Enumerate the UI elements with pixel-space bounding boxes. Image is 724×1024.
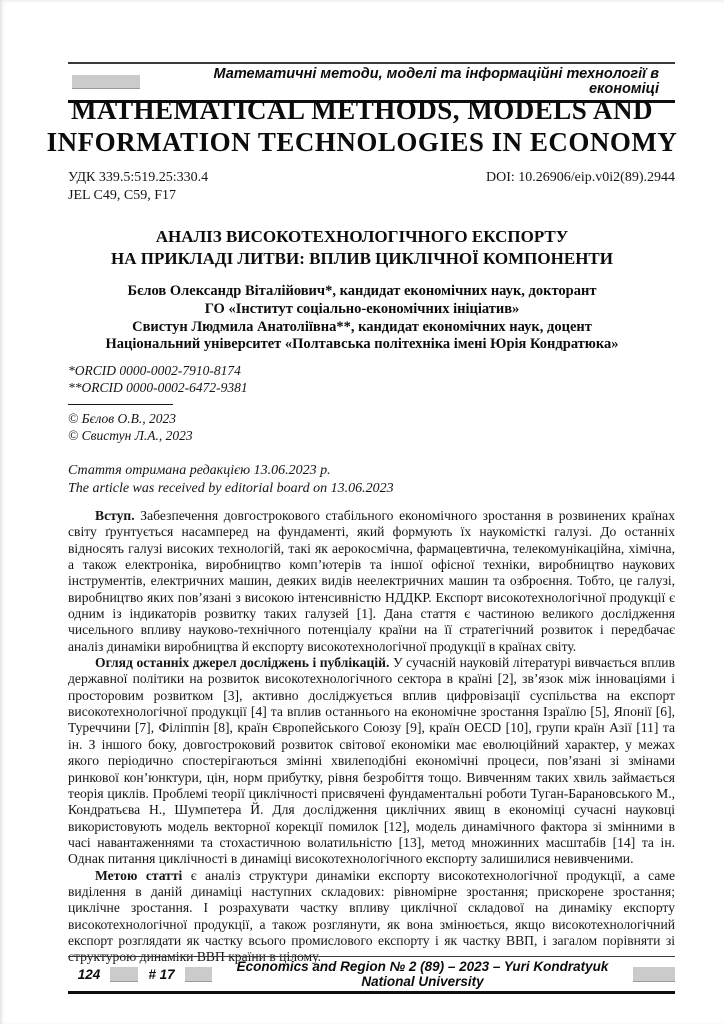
paragraph-lead: Вступ. bbox=[95, 508, 135, 523]
running-head-title: Математичні методи, моделі та інформаційні технології в економіці bbox=[213, 66, 659, 97]
received-line-en: The article was received by editorial board on 13.06.2023 bbox=[68, 480, 394, 496]
article-title-line-1: АНАЛІЗ ВИСОКОТЕХНОЛОГІЧНОГО ЕКСПОРТУ bbox=[155, 227, 569, 246]
author-affiliation: Національний університет «Полтавська політехніка імені Юрія Кондратюка» bbox=[105, 336, 619, 353]
copyright-line: © Бєлов О.В., 2023 bbox=[68, 411, 177, 426]
author-affiliation: ГО «Інститут соціально-економічних ініціатив» bbox=[204, 300, 520, 317]
author-line: Свистун Людмила Анатоліївна**, кандидат економічних наук, доцент bbox=[132, 318, 592, 335]
received-line-uk: Стаття отримана редакцією 13.06.2023 р. bbox=[68, 463, 331, 478]
paragraph-lead: Огляд останніх джерел досліджень і публікацій. bbox=[95, 655, 390, 671]
received-block bbox=[68, 462, 675, 497]
paragraph-introduction bbox=[68, 508, 675, 655]
footer-gray-box bbox=[110, 967, 138, 982]
issue-number: # 17 bbox=[148, 966, 175, 982]
page-number: 124 bbox=[77, 966, 101, 982]
article-title-line-2: НА ПРИКЛАДІ ЛИТВИ: ВПЛИВ ЦИКЛІЧНОЇ КОМПОНЕНТИ bbox=[111, 249, 613, 268]
authors-block bbox=[0, 283, 724, 354]
copyright-block bbox=[68, 410, 675, 444]
author-line: Бєлов Олександр Віталійович*, кандидат економічних наук, докторант bbox=[127, 283, 597, 299]
orcid-block bbox=[68, 362, 675, 396]
section-title-line-1: MATHEMATICAL METHODS, MODELS AND bbox=[70, 95, 654, 125]
footer-gray-box bbox=[185, 967, 212, 982]
article-title bbox=[0, 226, 724, 270]
paragraph-text: У сучасній науковій літературі вивчається вплив державної політики на розвиток високотехнологічного сектора в країні [2], зв’язок між інноваціями і просторовим розвитком [3], активно досліджується вплив цифровізації суспільства на експорт високотехнологічної продукції [4] та вплив останнього на економічне зростання Ізраїлю [5], Японії [6], Туреччини [7], Філіппін [8], країн Європейського Союзу [9], країн OECD [10], групи країн Азії [11] та ін. З іншого боку, довгостроковий розвиток світової економіки має еволюційний характер, у межах якого періодично спостерігаються змінні хвилеподібні економічні процеси, пов’язані зі змінами ринкової кон’юнктури, цін, норм прибутку, рівня безробіття тощо. Вивченням таких хвиль займається теорія циклів. Проблемі теорії циклічності присвячені фундаментальні роботи Туган-Барановського М., Кондратьєва Н., Шумпетера Й. Для дослідження циклічних явищ в економіці сучасні науковці використовують модель векторної корекції помилок [12], модель динамічного фактора зі змінними в часі навантаженнями та стохастичною волатильністю [13], метод множинних масштабів [14] та ін. Однак питання циклічності в динаміці високотехнологічного експорту залишилися невивченими. bbox=[68, 655, 675, 867]
udc-code: УДК 339.5:519.25:330.4 bbox=[68, 170, 209, 185]
journal-title-line: Economics and Region № 2 (89) – 2023 – Yuri Kondratyuk National University bbox=[236, 959, 609, 989]
paragraph-text: є аналіз структури динаміки експорту високотехнологічної продукції, а саме виділення в даній динаміці наступних складових: рівномірне зростання; прискорене зростання; циклічне зростання. І розрахувати частку впливу циклічної складової на динаміку експорту високотехнологічної продукції, а також розглянути, як вона змінюється, якщо високотехнологічний експорт розглядати як частку всього промислового експорту і як частку ВВП, і загалом порівняти зі структурою динаміки ВВП країни в цілому. bbox=[68, 867, 675, 965]
footnote-rule bbox=[68, 404, 173, 405]
classification-codes bbox=[68, 169, 208, 205]
meta-row bbox=[68, 169, 675, 205]
page-footer-bar bbox=[68, 956, 675, 994]
orcid-id: **ORCID 0000-0002-6472-9381 bbox=[68, 380, 248, 395]
jel-code: JEL C49, C59, F17 bbox=[68, 188, 176, 203]
orcid-id: *ORCID 0000-0002-7910-8174 bbox=[68, 363, 241, 378]
paragraph-aim bbox=[68, 868, 675, 966]
paragraph-literature-review bbox=[68, 655, 675, 867]
footer-gray-box bbox=[633, 967, 675, 982]
section-title-line-2: INFORMATION TECHNOLOGIES IN ECONOMY bbox=[46, 127, 678, 157]
section-title bbox=[0, 94, 724, 158]
copyright-line: © Свистун Л.А., 2023 bbox=[68, 428, 193, 443]
doi-label: DOI: 10.26906/eip.v0i2(89).2944 bbox=[486, 170, 675, 185]
paragraph-text: Забезпечення довгострокового стабільного економічного зростання в розвинених країнах світу ґрунтується насамперед на фундаменті, який формують їх наукомісткі галузі. До останніх відносять галузі високих технологій, такі як аерокосмічна, фармацевтична, телекомунікаційна, хімічна, а також електроніка, виробництво комп’ютерів та іншої офісної техніки, виробництво наукових інструментів, електричних машин, деяких видів неелектричних машин та озброєння. Тобто, це галузі, виробництво яких пов’язані з високою інтенсивністю НДДКР. Експорт високотехнологічної продукції є одним із індикаторів розвитку таких галузей [1]. Дана стаття є частиною великого дослідження чисельного впливу науково-технічного потенціалу країни на її стратегічний розвиток і передбачає аналіз динаміки виробництва й експорту високотехнологічної продукції в країнах світу. bbox=[68, 508, 675, 654]
article-body bbox=[68, 508, 675, 966]
running-head-gray-marker bbox=[72, 75, 140, 89]
paragraph-lead: Метою статті bbox=[95, 867, 183, 883]
